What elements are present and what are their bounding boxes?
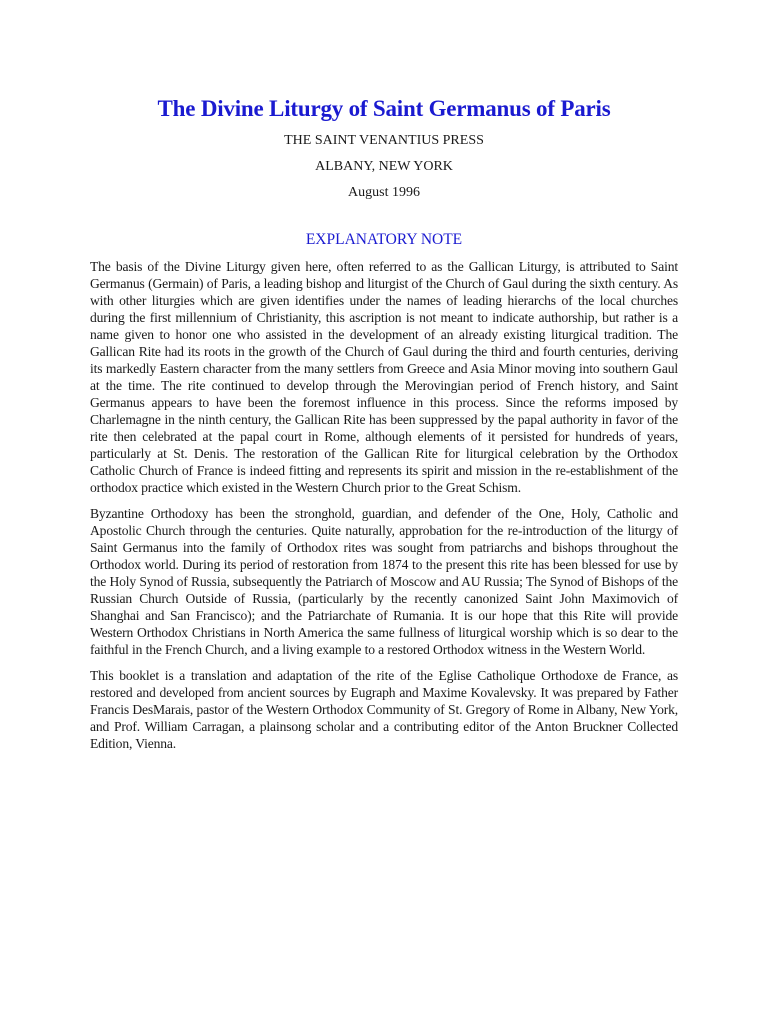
date-line: August 1996 [348,185,420,200]
paragraph-2: Byzantine Orthodoxy has been the stronghold, guardian, and defender of the One, Holy, Catholic and Apostolic Church through the centuries. Quite naturally, approbation for the re-introduction of the liturgy of Saint Germanus into the family of Orthodox rites was sought from patriarchs and bishops throughout the Orthodox world. During its period of restoration from 1874 to the present this rite has been blessed for use by the Holy Synod of Russia, subsequently the Patriarch of Moscow and AU Russia; The Synod of Bishops of the Russian Church Outside of Russia, (particularly by the recently canonized Saint John Maximovich of Shanghai and San Francisco); and the Patriarchate of Rumania. It is our hope that this Rite will provide Western Orthodox Christians in North America the same fullness of liturgical worship which is so dear to the faithful in the French Church, and a living example to a restored Orthodox witness in the Western World. [90,506,678,657]
publisher-line: THE SAINT VENANTIUS PRESS [284,133,484,148]
location-line: ALBANY, NEW YORK [315,159,453,174]
paragraph-3: This booklet is a translation and adaptation of the rite of the Eglise Catholique Orthodoxe de France, as restored and developed from ancient sources by Eugraph and Maxime Kovalevsky. It was prepared by Father Francis DesMarais, pastor of the Western Orthodox Community of St. Gregory of Rome in Albany, New York, and Prof. William Carragan, a plainsong scholar and a contributing editor of the Anton Bruckner Collected Edition, Vienna. [90,668,678,751]
paragraph-1: The basis of the Divine Liturgy given here, often referred to as the Gallican Liturgy, is attributed to Saint Germanus (Germain) of Paris, a leading bishop and liturgist of the Church of Gaul during the sixth century. As with other liturgies which are given identifies under the names of leading hierarchs of the local churches during the first millennium of Christianity, this ascription is not meant to indicate authorship, but rather is a name given to honor one who assisted in the development of an already existing liturgical tradition. The Gallican Rite had its roots in the growth of the Church of Gaul during the third and fourth centuries, deriving its markedly Eastern character from the many settlers from Greece and Asia Minor moving into southern Gaul at the time. The rite continued to develop through the Merovingian period of French history, and Saint Germanus appears to have been the foremost influence in this process. Since the reforms imposed by Charlemagne in the ninth century, the Gallican Rite has been suppressed by the papal authority in favor of the rite then celebrated at the papal court in Rome, although elements of it persisted for hundreds of years, particularly at St. Denis. The restoration of the Gallican Rite for liturgical celebration by the Orthodox Catholic Church of France is indeed fitting and represents its spirit and mission in the re-establishment of the orthodox practice which existed in the Western Church prior to the Great Schism. [90,259,678,495]
document-title: The Divine Liturgy of Saint Germanus of Paris [157,96,611,121]
section-heading: EXPLANATORY NOTE [305,231,463,248]
